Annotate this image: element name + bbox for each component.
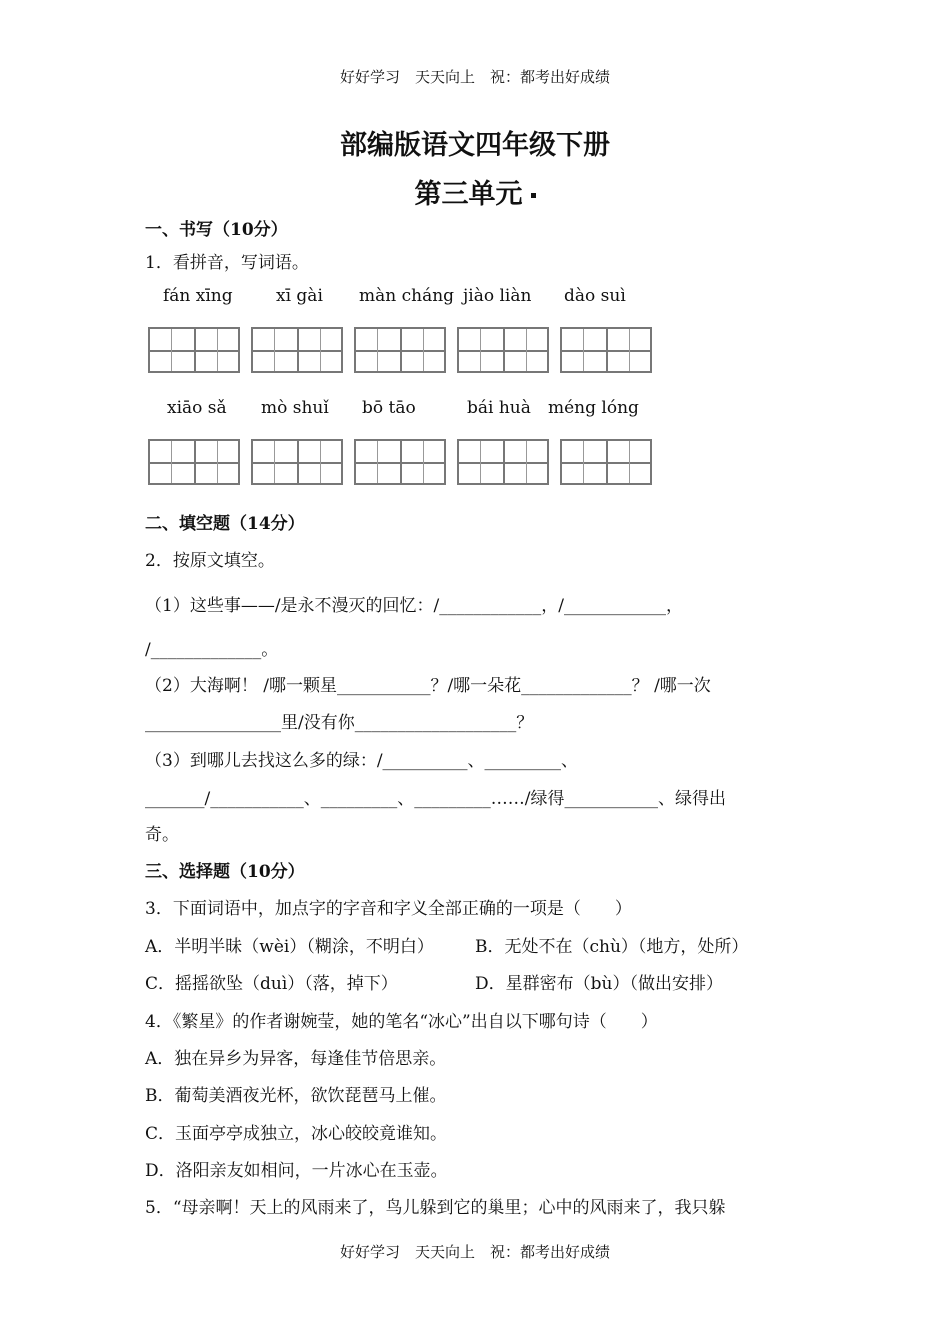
- q2-line-3: （2）大海啊！ /哪一颗星___________？/哪一朵花_____________？ /哪一次: [145, 676, 711, 696]
- pinyin-4: jiào liàn: [463, 286, 532, 306]
- q2-line-1: （1）这些事——/是永不漫灭的回忆：/____________，/____________，: [145, 596, 683, 616]
- section-1-heading: 一、书写（10分）: [145, 220, 288, 240]
- page-footer: 好好学习 天天向上 祝：都考出好成绩: [339, 1243, 610, 1261]
- q5-prompt: 5．“母亲啊！天上的风雨来了，鸟儿躲到它的巢里；心中的风雨来了，我只躲: [145, 1198, 726, 1218]
- writing-box[interactable]: [148, 327, 240, 373]
- q2-line-7: 奇。: [145, 825, 179, 845]
- page-header: 好好学习 天天向上 祝：都考出好成绩: [339, 68, 610, 86]
- q3-option-d: D．星群密布（bù）（做出安排）: [475, 974, 723, 994]
- writing-box[interactable]: [560, 439, 652, 485]
- q4-option-c: C．玉面亭亭成独立，冰心皎皎竟谁知。: [145, 1124, 448, 1144]
- q1-prompt: 1．看拼音，写词语。: [145, 253, 309, 273]
- section-3-heading: 三、选择题（10分）: [145, 862, 305, 882]
- q4-prompt: 4．《繁星》的作者谢婉莹，她的笔名“冰心”出自以下哪句诗（ ）: [145, 1012, 658, 1032]
- writing-box[interactable]: [148, 439, 240, 485]
- q3-option-a: A．半明半昧（wèi）（糊涂，不明白）: [145, 937, 434, 957]
- section-2-heading: 二、填空题（14分）: [145, 514, 305, 534]
- q3-option-b: B．无处不在（chù）（地方，处所）: [475, 937, 749, 957]
- writing-box[interactable]: [457, 327, 549, 373]
- q4-option-d: D．洛阳亲友如相问，一片冰心在玉壶。: [145, 1161, 448, 1181]
- pinyin-5: dào suì: [564, 286, 626, 306]
- q3-prompt: 3．下面词语中，加点字的字音和字义全部正确的一项是（ ）: [145, 899, 632, 919]
- pinyin-10: méng lóng: [548, 398, 639, 418]
- unit-title-text: 第三单元: [414, 179, 523, 210]
- writing-box[interactable]: [457, 439, 549, 485]
- q2-line-6: _______/___________、_________、_________……/绿得___________、绿得出: [145, 789, 726, 809]
- q2-line-5: （3）到哪儿去找这么多的绿：/__________、_________、: [145, 751, 579, 771]
- q2-line-4: ________________里/没有你___________________？: [145, 713, 534, 733]
- pinyin-6: xiāo sǎ: [167, 398, 227, 418]
- writing-box[interactable]: [354, 327, 446, 373]
- pinyin-1: fán xīng: [163, 286, 233, 306]
- q4-option-b: B．葡萄美酒夜光杯，欲饮琵琶马上催。: [145, 1086, 447, 1106]
- writing-box[interactable]: [354, 439, 446, 485]
- pinyin-7: mò shuǐ: [261, 398, 329, 418]
- writing-box[interactable]: [251, 327, 343, 373]
- pinyin-3: màn cháng: [359, 286, 455, 306]
- pinyin-8: bō tāo: [362, 398, 416, 418]
- q3-option-c: C．摇摇欲坠（duì）（落，掉下）: [145, 974, 398, 994]
- writing-box[interactable]: [251, 439, 343, 485]
- pinyin-2: xī gài: [276, 286, 323, 306]
- pinyin-9: bái huà: [467, 398, 531, 418]
- page-title: 部编版语文四年级下册: [340, 130, 610, 161]
- q4-option-a: A．独在异乡为异客，每逢佳节倍思亲。: [145, 1049, 447, 1069]
- q2-line-2: /_____________。: [145, 640, 279, 660]
- unit-title: [0, 172, 950, 211]
- writing-box[interactable]: [560, 327, 652, 373]
- dot-mark: [531, 193, 536, 198]
- q2-prompt: 2．按原文填空。: [145, 551, 275, 571]
